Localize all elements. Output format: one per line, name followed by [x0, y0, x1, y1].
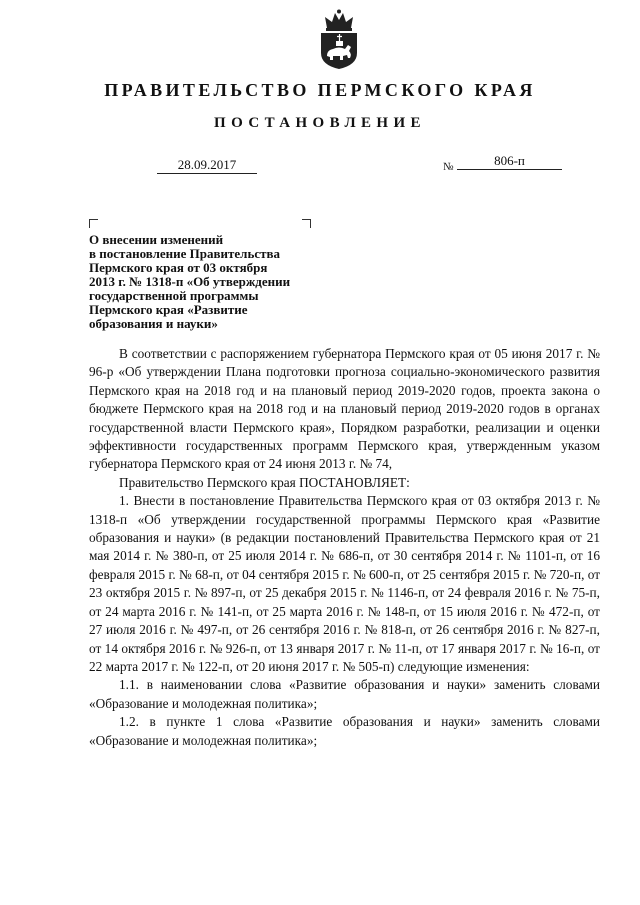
subject-line: образования и науки» [89, 316, 218, 331]
number-sign: № [443, 161, 454, 173]
clause-1-paragraph: 1. Внести в постановление Правительства Пермского края от 03 октября 2013 г. № 1318-п «Об утверждении государственной программы Пермского края «Развитие образования и науки» (в редакции постановлений Правительства Пермского края от 21 мая 2014 г. № 380-п, от 25 июля 2014 г. № 686-п, от 30 сентября 2014 г. № 1101-п, от 16 февраля 2015 г. № 68-п, от 04 сентября 2015 г. № 600-п, от 25 сентября 2015 г. № 720-п, от 23 октября 2015 г. № 897-п, от 25 декабря 2015 г. № 1146-п, от 24 февраля 2016 г. № 75-п, от 24 марта 2016 г. № 141-п, от 25 марта 2016 г. № 148-п, от 15 июля 2016 г. № 472-п, от 27 июля 2016 г. № 497-п, от 26 сентября 2016 г. № 818-п, от 26 сентября 2016 г. № 827-п, от 14 октября 2016 г. № 926-п, от 13 января 2017 г. № 11-п, от 17 января 2017 г. № 16-п, от 22 марта 2017 г. № 122-п, от 20 июня 2017 г. № 505-п) следующие изменения: [89, 493, 601, 674]
document-body [89, 345, 600, 750]
subject-line: 2013 г. № 1318-п «Об утверждении [89, 274, 291, 289]
subject-line: государственной программы [89, 288, 259, 303]
bracket-left [89, 219, 98, 228]
government-title: ПРАВИТЕЛЬСТВО ПЕРМСКОГО КРАЯ [104, 80, 536, 100]
bracket-right [302, 219, 311, 228]
clause-1-2-paragraph: 1.2. в пункте 1 слова «Развитие образования и науки» заменить словами «Образование и молодежная политика»; [89, 714, 600, 748]
clause-1-1-paragraph: 1.1. в наименовании слова «Развитие образования и науки» заменить словами «Образование и молодежная политика»; [89, 677, 600, 711]
document-number: 806-п [457, 153, 562, 170]
document-subject [89, 233, 349, 331]
preamble-paragraph: В соответствии с распоряжением губернатора Пермского края от 05 июня 2017 г. № 96-р «Об утверждении Плана подготовки прогноза социально-экономического развития Пермского края на 2018 год и на плановый период 2019-2020 годов, проекта закона о бюджете Пермского края на 2018 год и на плановый период 2019-2020 годов в органах государственной власти Пермского края», Порядком разработки, реализации и оценки эффективности государственных программ Пермского края, утвержденным указом губернатора Пермского края от 24 июня 2013 г. № 74, [89, 346, 600, 472]
document-type: ПОСТАНОВЛЕНИЕ [214, 115, 426, 131]
resolution-paragraph: Правительство Пермского края ПОСТАНОВЛЯЕТ: [119, 474, 410, 490]
subject-line: Пермского края «Развитие [89, 302, 248, 317]
subject-line: Пермского края от 03 октября [89, 260, 268, 275]
coat-of-arms-icon [316, 8, 362, 70]
subject-line: О внесении изменений [89, 232, 224, 247]
document-date: 28.09.2017 [157, 157, 257, 174]
subject-line: в постановление Правительства [89, 246, 281, 261]
